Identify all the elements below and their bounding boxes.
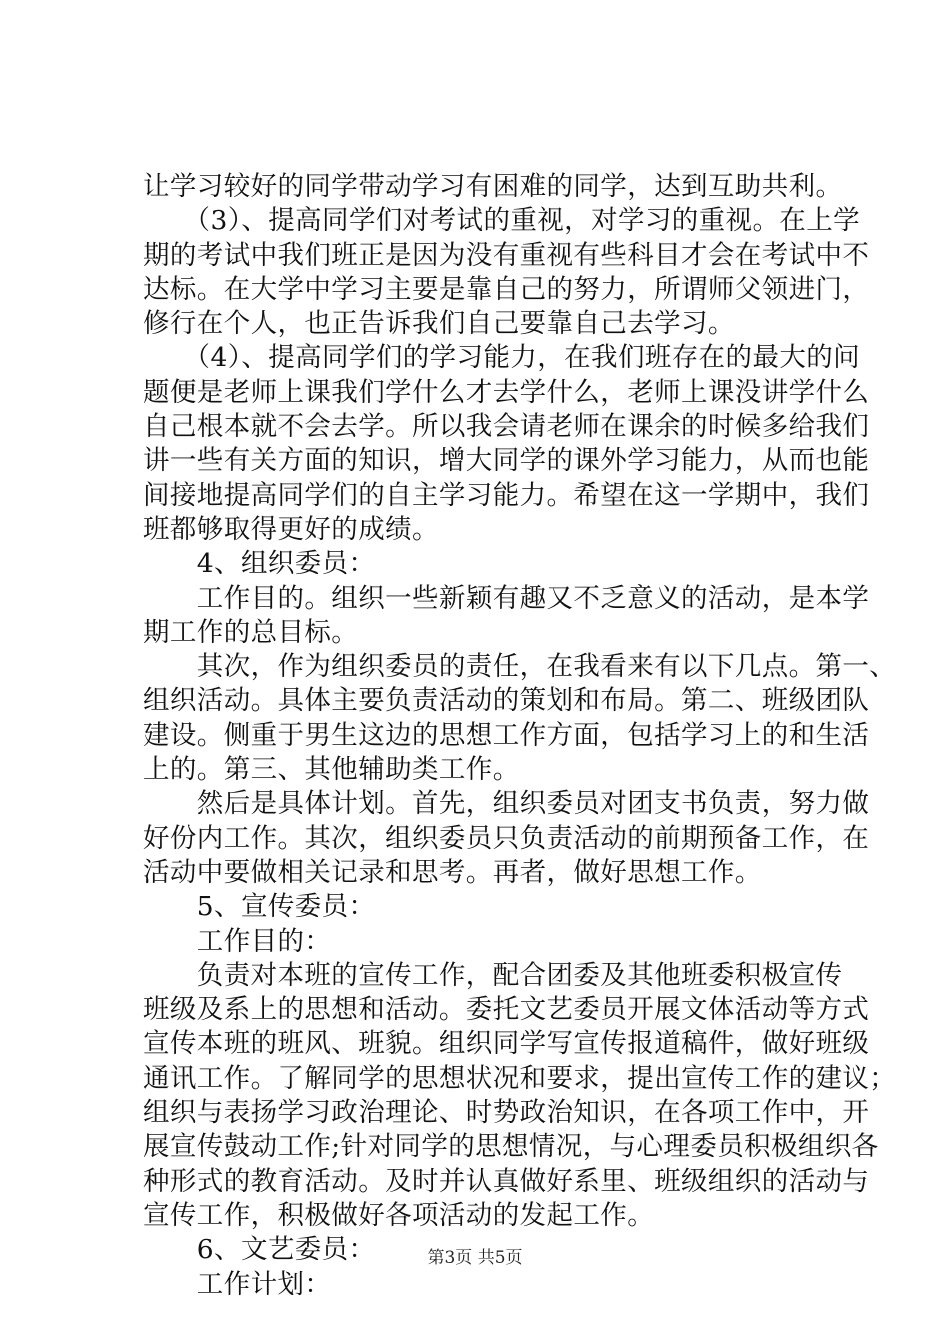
text-line: 活动中要做相关记录和思考。再者，做好思想工作。 bbox=[143, 856, 762, 888]
text-line: 5、宣传委员： bbox=[143, 891, 376, 923]
text-line: 工作目的。组织一些新颖有趣又不乏意义的活动，是本学 bbox=[143, 582, 870, 614]
text-line: 题便是老师上课我们学什么才去学什么，老师上课没讲学什么 bbox=[143, 376, 870, 408]
text-line: 宣传本班的班风、班貌。组织同学写宣传报道稿件，做好班级 bbox=[143, 1028, 870, 1060]
text-line: 工作计划： bbox=[143, 1268, 332, 1300]
text-line: 通讯工作。了解同学的思想状况和要求，提出宣传工作的建议； bbox=[143, 1062, 897, 1094]
text-line: 班级及系上的思想和活动。委托文艺委员开展文体活动等方式 bbox=[143, 994, 870, 1026]
text-line: 其次，作为组织委员的责任，在我看来有以下几点。第一、 bbox=[143, 651, 897, 683]
text-line: 间接地提高同学们的自主学习能力。希望在这一学期中，我们 bbox=[143, 479, 870, 511]
text-line: 工作目的： bbox=[143, 925, 332, 957]
text-line: 自己根本就不会去学。所以我会请老师在课余的时候多给我们 bbox=[143, 411, 870, 443]
text-line: 达标。在大学中学习主要是靠自己的努力，所谓师父领进门， bbox=[143, 273, 870, 305]
document-body bbox=[143, 170, 897, 1302]
text-line: （4）、提高同学们的学习能力，在我们班存在的最大的问 bbox=[143, 342, 861, 374]
text-line: 然后是具体计划。首先，组织委员对团支书负责，努力做 bbox=[143, 788, 870, 820]
text-line: 展宣传鼓动工作;针对同学的思想情况，与心理委员积极组织各 bbox=[143, 1131, 879, 1163]
text-line: 期的考试中我们班正是因为没有重视有些科目才会在考试中不 bbox=[143, 239, 870, 271]
text-line: 期工作的总目标。 bbox=[143, 616, 359, 648]
text-line: （3）、提高同学们对考试的重视，对学习的重视。在上学 bbox=[143, 205, 861, 237]
text-line: 好份内工作。其次，组织委员只负责活动的前期预备工作，在 bbox=[143, 822, 870, 854]
text-line: 种形式的教育活动。及时并认真做好系里、班级组织的活动与 bbox=[143, 1165, 870, 1197]
text-line: 6、文艺委员： bbox=[143, 1234, 376, 1266]
page-footer: 第3页 共5页 bbox=[427, 1248, 523, 1268]
text-line: 班都够取得更好的成绩。 bbox=[143, 513, 439, 545]
text-line: 负责对本班的宣传工作，配合团委及其他班委积极宣传 bbox=[143, 959, 843, 991]
text-line: 上的。第三、其他辅助类工作。 bbox=[143, 754, 520, 786]
text-line: 建设。侧重于男生这边的思想工作方面，包括学习上的和生活 bbox=[143, 719, 870, 751]
text-line: 宣传工作，积极做好各项活动的发起工作。 bbox=[143, 1199, 655, 1231]
text-line: 组织活动。具体主要负责活动的策划和布局。第二、班级团队 bbox=[143, 685, 870, 717]
text-line: 修行在个人，也正告诉我们自己要靠自己去学习。 bbox=[143, 308, 735, 340]
text-line: 4、组织委员： bbox=[143, 548, 376, 580]
text-line: 让学习较好的同学带动学习有困难的同学，达到互助共利。 bbox=[143, 171, 843, 202]
text-line: 组织与表扬学习政治理论、时势政治知识，在各项工作中，开 bbox=[143, 1097, 870, 1129]
text-line: 讲一些有关方面的知识，增大同学的课外学习能力，从而也能 bbox=[143, 445, 870, 477]
